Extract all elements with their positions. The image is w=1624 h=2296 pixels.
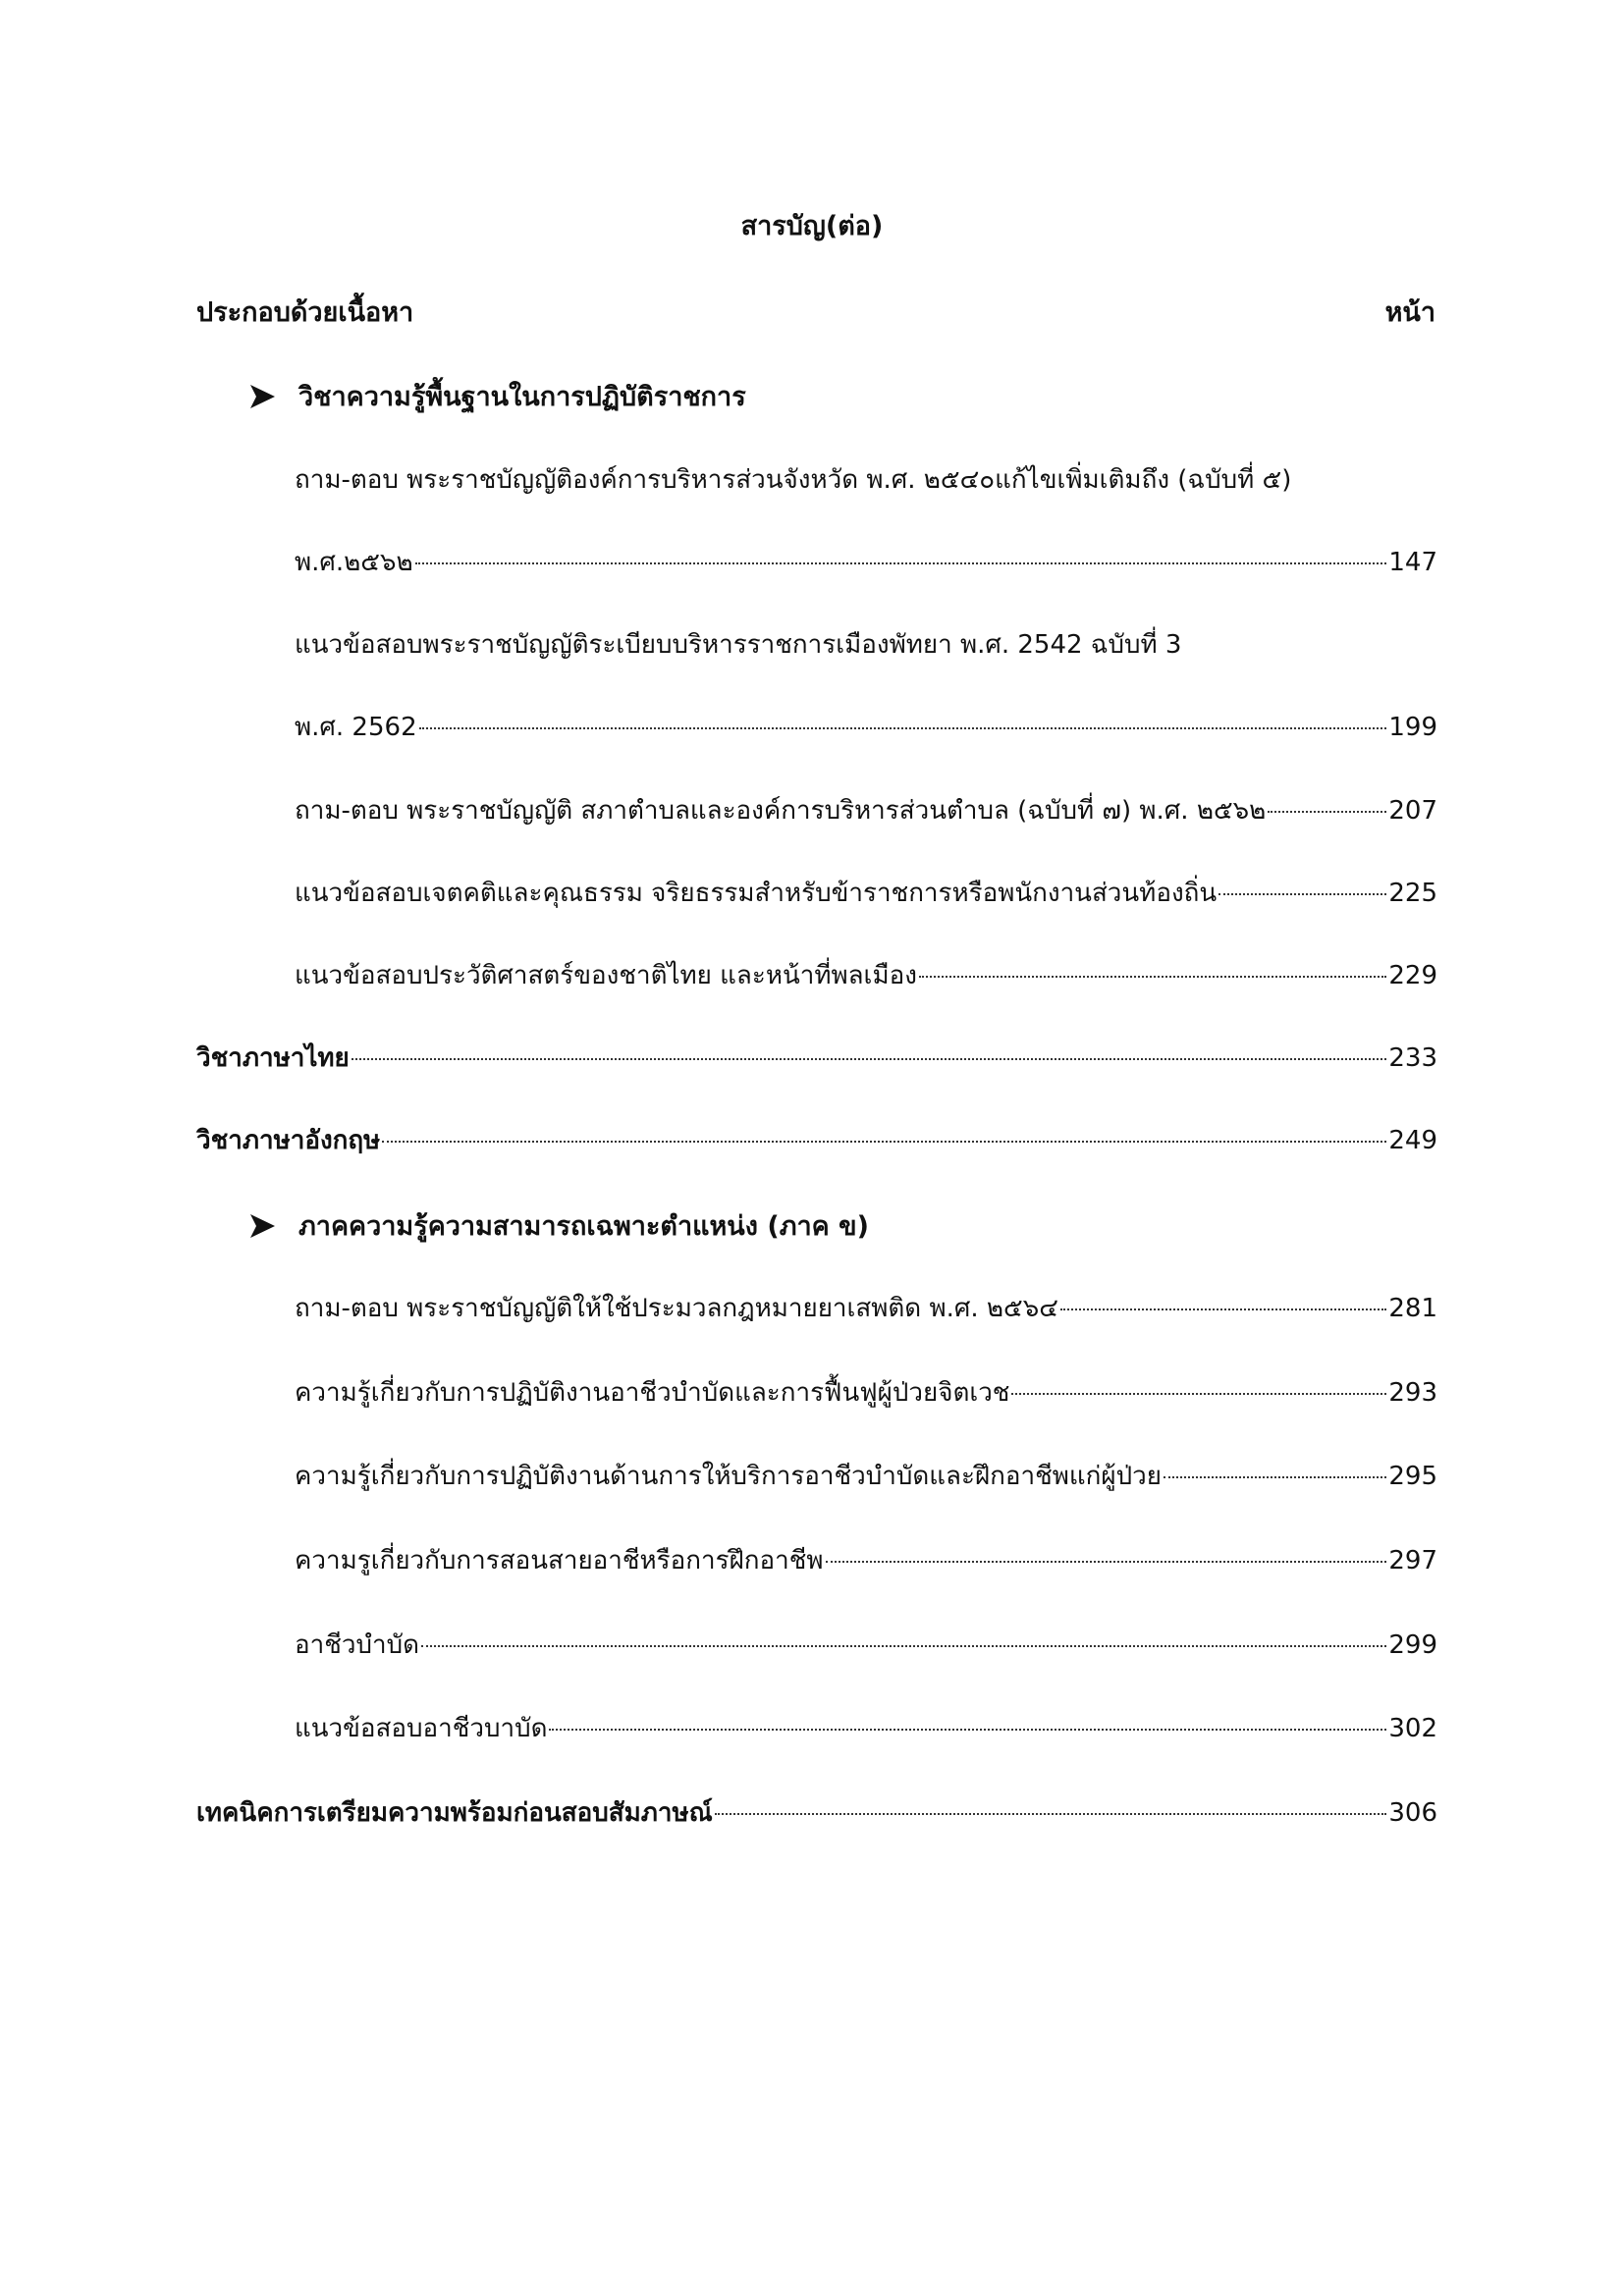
section-a-title: วิชาความรู้พื้นฐานในการปฏิบัติราชการ [298, 382, 746, 412]
toc-entry-label: ความรูเกี่ยวกับการสอนสายอาชีหรือการฝึกอาชีพ [295, 1546, 824, 1575]
toc-entry-label: พ.ศ.๒๕๖๒ [295, 548, 413, 577]
toc-entry-page: 293 [1388, 1378, 1437, 1408]
toc-entry-line: ถาม-ตอบ พระราชบัญญัติองค์การบริหารส่วนจังหวัด พ.ศ. ๒๕๔๐แก้ไขเพิ่มเติมถึง (ฉบับที่ ๕) [295, 465, 1292, 495]
section-a-heading [247, 375, 746, 417]
dot-leader [382, 1141, 1386, 1143]
dot-leader [549, 1729, 1386, 1731]
toc-entry-page: 147 [1388, 548, 1437, 577]
toc-entry [295, 1540, 1437, 1580]
toc-entry-label: แนวข้อสอบอาชีวบาบัด [295, 1714, 548, 1743]
arrow-bullet-icon [247, 382, 277, 411]
toc-top-entry [196, 1792, 1437, 1833]
contents-header: ประกอบด้วยเนื้อหา [196, 297, 414, 328]
toc-entry-label: อาชีวบำบัด [295, 1630, 419, 1660]
dot-leader [826, 1561, 1387, 1563]
toc-entry [295, 1372, 1437, 1413]
dot-leader [1218, 893, 1386, 895]
section-b-heading [247, 1204, 869, 1247]
toc-entry-page: 295 [1388, 1462, 1437, 1491]
toc-entry-label: ถาม-ตอบ พระราชบัญญัติให้ใช้ประมวลกฎหมายยาเสพติด พ.ศ. ๒๕๖๔ [295, 1294, 1058, 1323]
section-b-title: ภาคความรู้ความสามารถเฉพาะตำแหน่ง (ภาค ข) [298, 1211, 869, 1242]
toc-entry-label: แนวข้อสอบเจตคติและคุณธรรม จริยธรรมสำหรับข้าราชการหรือพนักงานส่วนท้องถิ่น [295, 879, 1218, 908]
toc-entry [295, 542, 1437, 582]
toc-entry [295, 1708, 1437, 1748]
toc-entry-label: พ.ศ. 2562 [295, 713, 417, 742]
toc-entry [295, 873, 1437, 913]
dot-leader [1011, 1393, 1386, 1395]
toc-entry-label: วิชาภาษาไทย [196, 1043, 350, 1073]
dot-leader [919, 976, 1386, 978]
toc-entry [295, 955, 1437, 995]
toc-entry-page: 229 [1388, 961, 1437, 990]
toc-entry-label: ถาม-ตอบ พระราชบัญญัติ สภาตำบลและองค์การบริหารส่วนตำบล (ฉบับที่ ๗) พ.ศ. ๒๕๖๒ [295, 796, 1267, 826]
toc-top-entry [196, 1038, 1437, 1078]
toc-entry-page: 225 [1388, 879, 1437, 908]
dot-leader [1164, 1476, 1386, 1478]
dot-leader [415, 562, 1387, 564]
toc-entry [295, 790, 1437, 830]
dot-leader [715, 1813, 1387, 1815]
toc-entry-label: แนวข้อสอบประวัติศาสตร์ของชาติไทย และหน้าที่พลเมือง [295, 961, 917, 990]
toc-entry-page: 306 [1388, 1798, 1437, 1828]
toc-entry-label: ความรู้เกี่ยวกับการปฏิบัติงานอาชีวบำบัดและการฟื้นฟูผู้ป่วยจิตเวช [295, 1378, 1010, 1408]
toc-entry-page: 302 [1388, 1714, 1437, 1743]
dot-leader [352, 1058, 1387, 1060]
toc-entry [295, 1456, 1437, 1496]
toc-top-entry [196, 1120, 1437, 1160]
toc-entry-label: ความรู้เกี่ยวกับการปฏิบัติงานด้านการให้บริการอาชีวบำบัดและฝึกอาชีพแก่ผู้ป่วย [295, 1462, 1162, 1491]
dot-leader [1268, 811, 1386, 813]
toc-entry [295, 1288, 1437, 1328]
dot-leader [421, 1645, 1386, 1647]
toc-entry-page: 297 [1388, 1546, 1437, 1575]
toc-entry-label: วิชาภาษาอังกฤษ [196, 1126, 381, 1155]
dot-leader [419, 727, 1387, 729]
toc-entry-page: 299 [1388, 1630, 1437, 1660]
dot-leader [1060, 1308, 1386, 1310]
toc-entry-page: 233 [1388, 1043, 1437, 1073]
toc-entry [295, 1625, 1437, 1665]
page-title: สารบัญ(ต่อ) [740, 211, 884, 241]
toc-entry-page: 207 [1388, 796, 1437, 826]
page-number-header: หน้า [1384, 297, 1435, 328]
toc-entry-line: แนวข้อสอบพระราชบัญญัติระเบียบบริหารราชการเมืองพัทยา พ.ศ. 2542 ฉบับที่ 3 [295, 630, 1182, 660]
toc-entry [295, 707, 1437, 747]
toc-entry-page: 281 [1388, 1294, 1437, 1323]
toc-entry-page: 249 [1388, 1126, 1437, 1155]
arrow-bullet-icon [247, 1211, 277, 1241]
toc-entry-label: เทคนิคการเตรียมความพร้อมก่อนสอบสัมภาษณ์ [196, 1798, 713, 1828]
toc-entry-page: 199 [1388, 713, 1437, 742]
